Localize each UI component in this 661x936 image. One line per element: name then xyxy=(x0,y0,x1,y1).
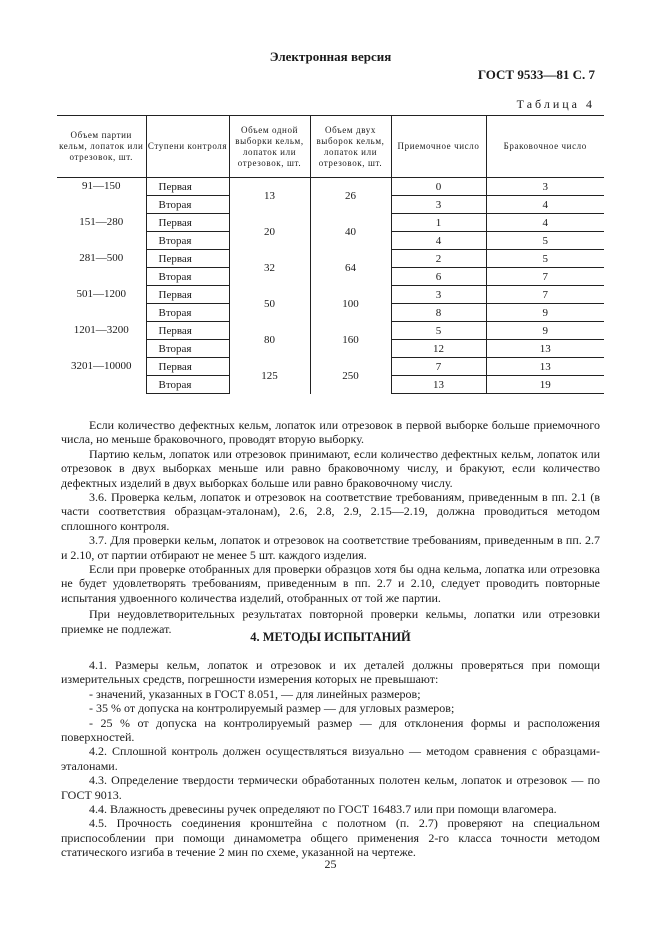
paragraph: 3.7. Для проверки кельм, лопаток и отрезовок на соответствие требованиям, приведенным в пп. 2.7 и 2.10, от партии отбирают не менее 5 шт. каждого изделия. xyxy=(61,533,600,562)
standard-page-header: ГОСТ 9533—81 С. 7 xyxy=(477,67,595,82)
acceptance-cell: 3 xyxy=(391,196,486,214)
two-samples-cell: 160 xyxy=(310,322,391,358)
batch-size-cell: 281—500 xyxy=(57,250,146,286)
acceptance-cell: 0 xyxy=(391,178,486,196)
paragraph: 4.2. Сплошной контроль должен осуществляться визуально — методом сравнения с образцами-эталонами. xyxy=(61,744,600,773)
stage-cell: Первая xyxy=(146,286,229,304)
stage-cell: Первая xyxy=(146,214,229,232)
rejection-cell: 19 xyxy=(486,376,604,394)
one-sample-cell: 125 xyxy=(229,358,310,394)
two-samples-cell: 64 xyxy=(310,250,391,286)
stage-cell: Вторая xyxy=(146,232,229,250)
batch-size-cell: 91—150 xyxy=(57,178,146,214)
paragraph: 3.6. Проверка кельм, лопаток и отрезовок на соответствие требованиям, приведенным в пп. 2.1 (в части соответствия образцам-эталонам), 2.6, 2.8, 2.9, 2.15—2.19, должна проводиться методом сплошного контроля. xyxy=(61,490,600,533)
batch-size-cell: 151—280 xyxy=(57,214,146,250)
col-header-acceptance: Приемочное число xyxy=(391,116,486,178)
acceptance-cell: 3 xyxy=(391,286,486,304)
electronic-version-header: Электронная версия xyxy=(269,49,392,64)
table-row xyxy=(57,250,604,268)
rejection-cell: 7 xyxy=(486,286,604,304)
paragraph: 4.5. Прочность соединения кронштейна с полотном (п. 2.7) проверяют на специальном приспособлении при помощи динамометра общего применения 2-го класса точности методом статического изгиба в течение 2 мин по схеме, указанной на чертеже. xyxy=(61,816,600,860)
stage-cell: Вторая xyxy=(146,376,229,394)
paragraph: 4.3. Определение твердости термически обработанных полотен кельм, лопаток и отрезовок — по ГОСТ 9013. xyxy=(61,773,600,802)
stage-cell: Вторая xyxy=(146,340,229,358)
rejection-cell: 9 xyxy=(486,304,604,322)
acceptance-cell: 6 xyxy=(391,268,486,286)
stage-cell: Вторая xyxy=(146,304,229,322)
list-item: - 25 % от допуска на контролируемый размер — для отклонения формы и расположения поверхностей. xyxy=(61,715,600,745)
one-sample-cell: 50 xyxy=(229,286,310,322)
control-rules-text xyxy=(61,418,600,636)
stage-cell: Первая xyxy=(146,250,229,268)
acceptance-cell: 4 xyxy=(391,232,486,250)
test-methods-text xyxy=(61,658,600,860)
acceptance-cell: 7 xyxy=(391,358,486,376)
rejection-cell: 4 xyxy=(486,196,604,214)
paragraph: Если при проверке отобранных для проверки образцов хотя бы одна кельма, лопатка или отрезовка не будет удовлетворять требованиям, приведенным в пп. 2.7 и 2.10, следует проводить повторные испытания удвоенного количества изделий, отобранных от той же партии. xyxy=(61,562,600,605)
rejection-cell: 9 xyxy=(486,322,604,340)
two-samples-cell: 40 xyxy=(310,214,391,250)
col-header-two-samples: Объем двух выборок кельм, лопаток или отрезовок, шт. xyxy=(310,116,391,178)
rejection-cell: 13 xyxy=(486,358,604,376)
paragraph: При неудовлетворительных результатах повторной проверки кельмы, лопатки или отрезовки приемке не подлежат. xyxy=(61,607,600,636)
table-row xyxy=(57,286,604,304)
stage-cell: Первая xyxy=(146,358,229,376)
acceptance-cell: 13 xyxy=(391,376,486,394)
paragraph: 4.4. Влажность древесины ручек определяют по ГОСТ 16483.7 или при помощи влагомера. xyxy=(89,802,557,817)
acceptance-cell: 5 xyxy=(391,322,486,340)
paragraph: Партию кельм, лопаток или отрезовок принимают, если количество дефектных кельм, лопаток или отрезовок в двух выборках меньше или равно браковочному числу, и бракуют, если количество дефектных изделий в двух выборках больше или равно браковочному числу. xyxy=(61,446,600,490)
acceptance-cell: 12 xyxy=(391,340,486,358)
paragraph: 4.1. Размеры кельм, лопаток и отрезовок и их деталей должны проверяться при помощи измерительных средств, погрешности измерения которых не превышают: xyxy=(61,658,600,687)
acceptance-cell: 8 xyxy=(391,304,486,322)
one-sample-cell: 32 xyxy=(229,250,310,286)
batch-size-cell: 501—1200 xyxy=(57,286,146,322)
stage-cell: Вторая xyxy=(146,196,229,214)
batch-size-cell: 3201—10000 xyxy=(57,358,146,394)
table-row xyxy=(57,214,604,232)
table-header-row xyxy=(57,116,604,178)
one-sample-cell: 20 xyxy=(229,214,310,250)
batch-size-cell: 1201—3200 xyxy=(57,322,146,358)
stage-cell: Вторая xyxy=(146,268,229,286)
two-samples-cell: 26 xyxy=(310,178,391,214)
table-row xyxy=(57,358,604,376)
two-samples-cell: 250 xyxy=(310,358,391,394)
acceptance-cell: 2 xyxy=(391,250,486,268)
section-title: 4. МЕТОДЫ ИСПЫТАНИЙ xyxy=(250,630,411,644)
table-row xyxy=(57,178,604,196)
col-header-one-sample: Объем одной выборки кельм, лопаток или отрезовок, шт. xyxy=(229,116,310,178)
stage-cell: Первая xyxy=(146,178,229,196)
col-header-batch: Объем партии кельм, лопаток или отрезовок, шт. xyxy=(57,116,146,178)
rejection-cell: 5 xyxy=(486,232,604,250)
table-row xyxy=(57,322,604,340)
rejection-cell: 5 xyxy=(486,250,604,268)
list-item: - 35 % от допуска на контролируемый размер — для угловых размеров; xyxy=(89,701,455,716)
two-samples-cell: 100 xyxy=(310,286,391,322)
table-caption: Таблица 4 xyxy=(516,97,595,111)
stage-cell: Первая xyxy=(146,322,229,340)
one-sample-cell: 80 xyxy=(229,322,310,358)
rejection-cell: 7 xyxy=(486,268,604,286)
acceptance-cell: 1 xyxy=(391,214,486,232)
page-number: 25 xyxy=(324,857,337,871)
sampling-table xyxy=(57,115,604,394)
col-header-rejection: Браковочное число xyxy=(486,116,604,178)
rejection-cell: 3 xyxy=(486,178,604,196)
rejection-cell: 13 xyxy=(486,340,604,358)
list-item: - значений, указанных в ГОСТ 8.051, — для линейных размеров; xyxy=(89,686,421,701)
col-header-stage: Ступени контроля xyxy=(146,116,229,178)
one-sample-cell: 13 xyxy=(229,178,310,214)
paragraph: Если количество дефектных кельм, лопаток или отрезовок в первой выборке больше приемочного числа, но меньше браковочного, проводят вторую выборку. xyxy=(61,418,600,447)
rejection-cell: 4 xyxy=(486,214,604,232)
